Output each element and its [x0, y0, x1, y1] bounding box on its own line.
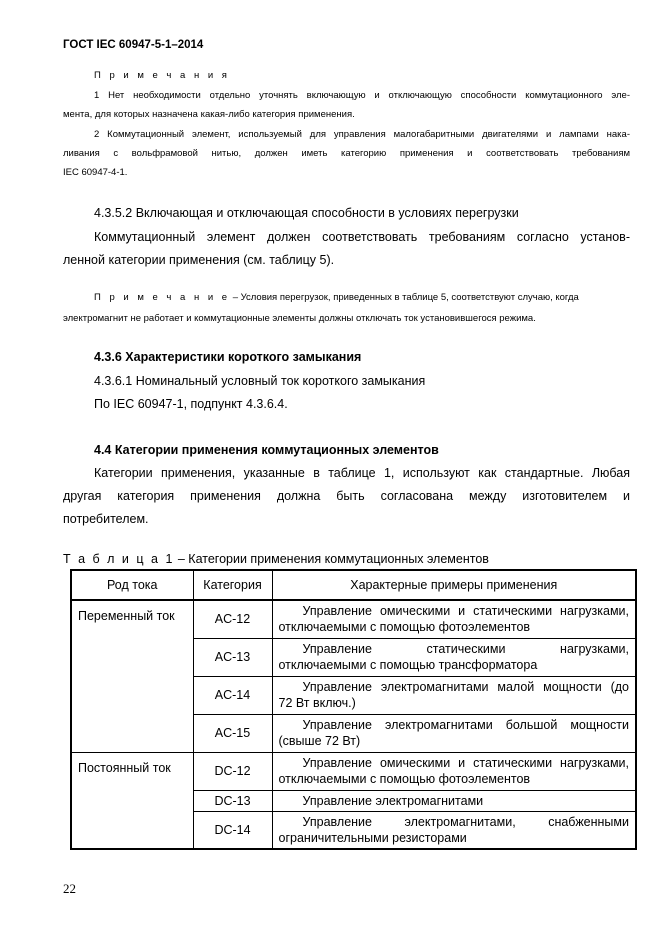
note-1-line-2: мента, для которых назначена какая-либо категория применения.: [63, 109, 355, 120]
notes-title: П р и м е ч а н и я: [94, 70, 230, 81]
example-line: Управление омическими и статическими нагрузками,: [302, 604, 629, 619]
table-caption-text: – Категории применения коммутационных элементов: [174, 552, 489, 566]
example-cell: [272, 676, 636, 714]
note-2-line-1: 2 Коммутационный элемент, используемый для управления малогабаритными двигателями и лампами нака-: [94, 129, 630, 140]
section-4361-heading: 4.3.6.1 Номинальный условный ток короткого замыкания: [94, 374, 426, 388]
category-cell: AC-15: [193, 714, 272, 752]
category-cell: DC-14: [193, 811, 272, 849]
category-cell: AC-12: [193, 600, 272, 638]
example-cell: [272, 811, 636, 849]
example-line: Управление омическими и статическими нагрузками,: [302, 756, 629, 770]
document-header: ГОСТ IEC 60947-5-1–2014: [63, 39, 204, 51]
table-row: [71, 600, 636, 638]
header-category: Категория: [193, 570, 272, 600]
header-current-type: Род тока: [71, 570, 193, 600]
example-line: отключаемыми с помощью фотоэлементов: [278, 620, 531, 635]
section-4361-reference: По IEC 60947-1, подпункт 4.3.6.4.: [94, 397, 288, 411]
table-caption-label: Т а б л и ц а 1: [63, 552, 175, 566]
category-cell: DC-13: [193, 790, 272, 811]
example-line: Управление электромагнитами: [302, 793, 484, 808]
page-number: 22: [63, 881, 76, 896]
group-dc-label: Постоянный ток: [71, 752, 193, 849]
example-cell: [272, 638, 636, 676]
example-line: отключаемыми с помощью трансформатора: [278, 658, 538, 672]
example-line: Управление электромагнитами большой мощности: [302, 718, 629, 732]
example-cell: [272, 600, 636, 638]
example-line: отключаемыми с помощью фотоэлементов: [278, 772, 531, 786]
example-line: Управление статическими нагрузками,: [302, 642, 629, 656]
group-ac-label: Переменный ток: [71, 600, 193, 752]
category-cell: DC-12: [193, 752, 272, 790]
example-cell: [272, 790, 636, 811]
section-44-heading: 4.4 Категории применения коммутационных элементов: [94, 443, 439, 457]
section-4352-line-1: Коммутационный элемент должен соответствовать требованиям согласно установ-: [94, 230, 630, 244]
section-44-line-1: Категории применения, указанные в таблице 1, используют как стандартные. Любая: [94, 466, 630, 480]
section-4352-line-2: ленной категории применения (см. таблицу 5).: [63, 253, 335, 267]
example-cell: [272, 714, 636, 752]
table-header-row: [71, 570, 636, 600]
note-label: П р и м е ч а н и е: [94, 292, 231, 303]
header-examples: Характерные примеры применения: [272, 570, 636, 600]
note-1-line-1: 1 Нет необходимости отдельно уточнять включающую и отключающую способности коммутационного эле-: [94, 90, 630, 101]
table-row: [71, 752, 636, 790]
note-2-line-3: IEC 60947-4-1.: [63, 167, 128, 178]
example-line: 72 Вт включ.): [278, 696, 356, 710]
example-line: (свыше 72 Вт): [278, 734, 361, 748]
note-2-line-2: ливания с вольфрамовой нитью, должен иметь категорию применения и соответствовать требованиям: [63, 148, 630, 159]
category-cell: AC-14: [193, 676, 272, 714]
example-line: Управление электромагнитами малой мощности (до: [302, 680, 629, 694]
example-line: Управление электромагнитами, снабженными: [302, 814, 629, 829]
note-2-block: [94, 292, 579, 303]
note-text-line-1: – Условия перегрузок, приведенных в таблице 5, соответствуют случаю, когда: [230, 292, 579, 303]
section-436-heading: 4.3.6 Характеристики короткого замыкания: [94, 350, 362, 364]
example-cell: [272, 752, 636, 790]
example-line: ограничительными резисторами: [278, 830, 467, 845]
note-text-line-2: электромагнит не работает и коммутационные элементы должны отключать ток установившегося режима.: [63, 313, 536, 324]
section-44-line-3: потребителем.: [63, 512, 149, 526]
application-categories-table: [70, 569, 637, 850]
category-cell: AC-13: [193, 638, 272, 676]
table-caption: [63, 552, 489, 566]
section-44-line-2: другая категория применения должна быть согласована между изготовителем и: [63, 489, 630, 503]
section-4352-heading: 4.3.5.2 Включающая и отключающая способности в условиях перегрузки: [94, 206, 519, 220]
